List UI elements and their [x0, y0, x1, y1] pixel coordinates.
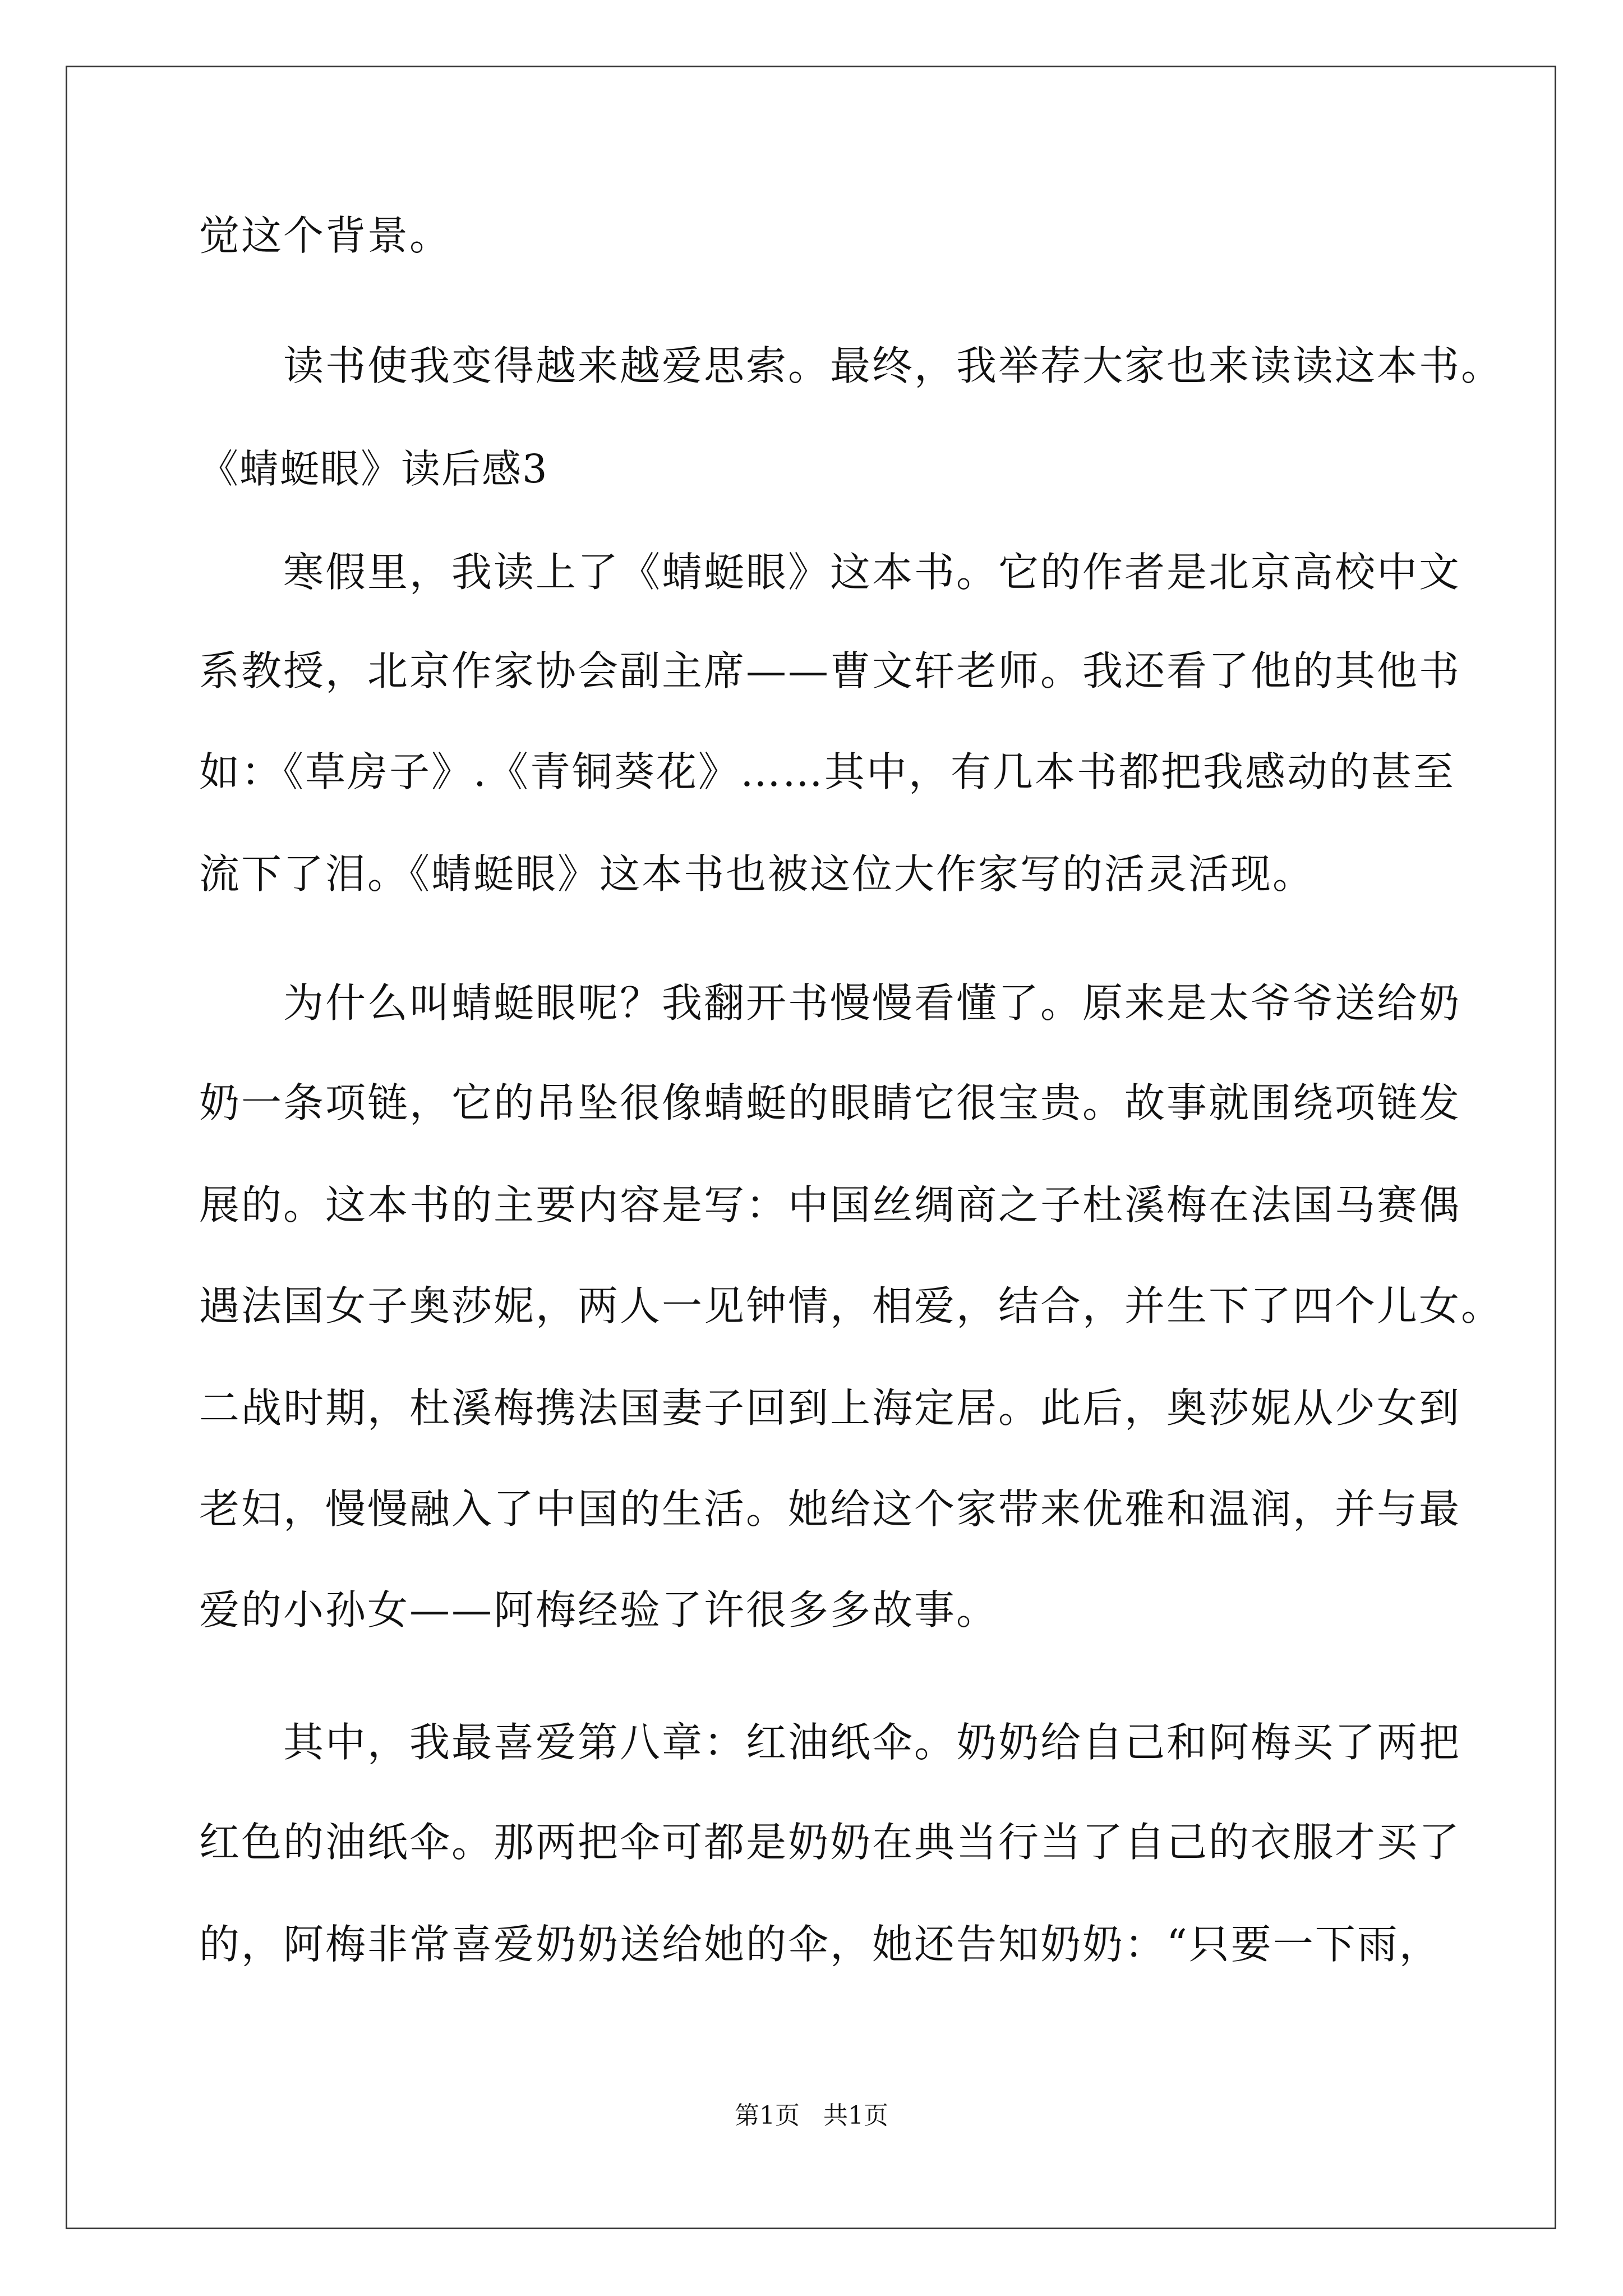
- paragraph-line: 其中，我最喜爱第八章：红油纸伞。奶奶给自己和阿梅买了两把: [283, 1719, 1461, 1766]
- paragraph-line: 遇法国女子奥莎妮，两人一见钟情，相爱，结合，并生下了四个儿女。: [199, 1282, 1504, 1329]
- section-heading: 《蜻蜓眼》读后感3: [199, 446, 548, 492]
- paragraph-line: 红色的油纸伞。那两把伞可都是奶奶在典当行当了自己的衣服才买了: [199, 1819, 1461, 1866]
- paragraph-line: 系教授，北京作家协会副主席——曹文轩老师。我还看了他的其他书: [199, 647, 1461, 694]
- paragraph-line: 展的。这本书的主要内容是写：中国丝绸商之子杜溪梅在法国马赛偶: [199, 1181, 1461, 1228]
- paragraph-line: 老妇，慢慢融入了中国的生活。她给这个家带来优雅和温润，并与最: [199, 1485, 1461, 1533]
- paragraph-line: 奶一条项链，它的吊坠很像蜻蜓的眼睛它很宝贵。故事就围绕项链发: [199, 1079, 1461, 1126]
- paragraph-line: 二战时期，杜溪梅携法国妻子回到上海定居。此后，奥莎妮从少女到: [199, 1384, 1461, 1432]
- paragraph-line: 爱的小孙女——阿梅经验了许很多多故事。: [199, 1586, 999, 1634]
- paragraph-line: 觉这个背景。: [199, 212, 452, 259]
- paragraph-line: 为什么叫蜻蜓眼呢？我翻开书慢慢看懂了。原来是太爷爷送给奶: [283, 979, 1461, 1027]
- paragraph-line: 读书使我变得越来越爱思索。最终，我举荐大家也来读读这本书。: [283, 342, 1504, 389]
- paragraph-line: 的，阿梅非常喜爱奶奶送给她的伞，她还告知奶奶：“只要一下雨，: [199, 1921, 1441, 1968]
- paragraph-line: 如：《草房子》.《青铜葵花》……其中，有几本书都把我感动的甚至: [199, 748, 1455, 795]
- paragraph-line: 寒假里，我读上了《蜻蜓眼》这本书。它的作者是北京高校中文: [283, 549, 1461, 596]
- paragraph-line: 流下了泪。《蜻蜓眼》这本书也被这位大作家写的活灵活现。: [199, 850, 1315, 898]
- page-footer: 第1页 共1页: [735, 2101, 888, 2130]
